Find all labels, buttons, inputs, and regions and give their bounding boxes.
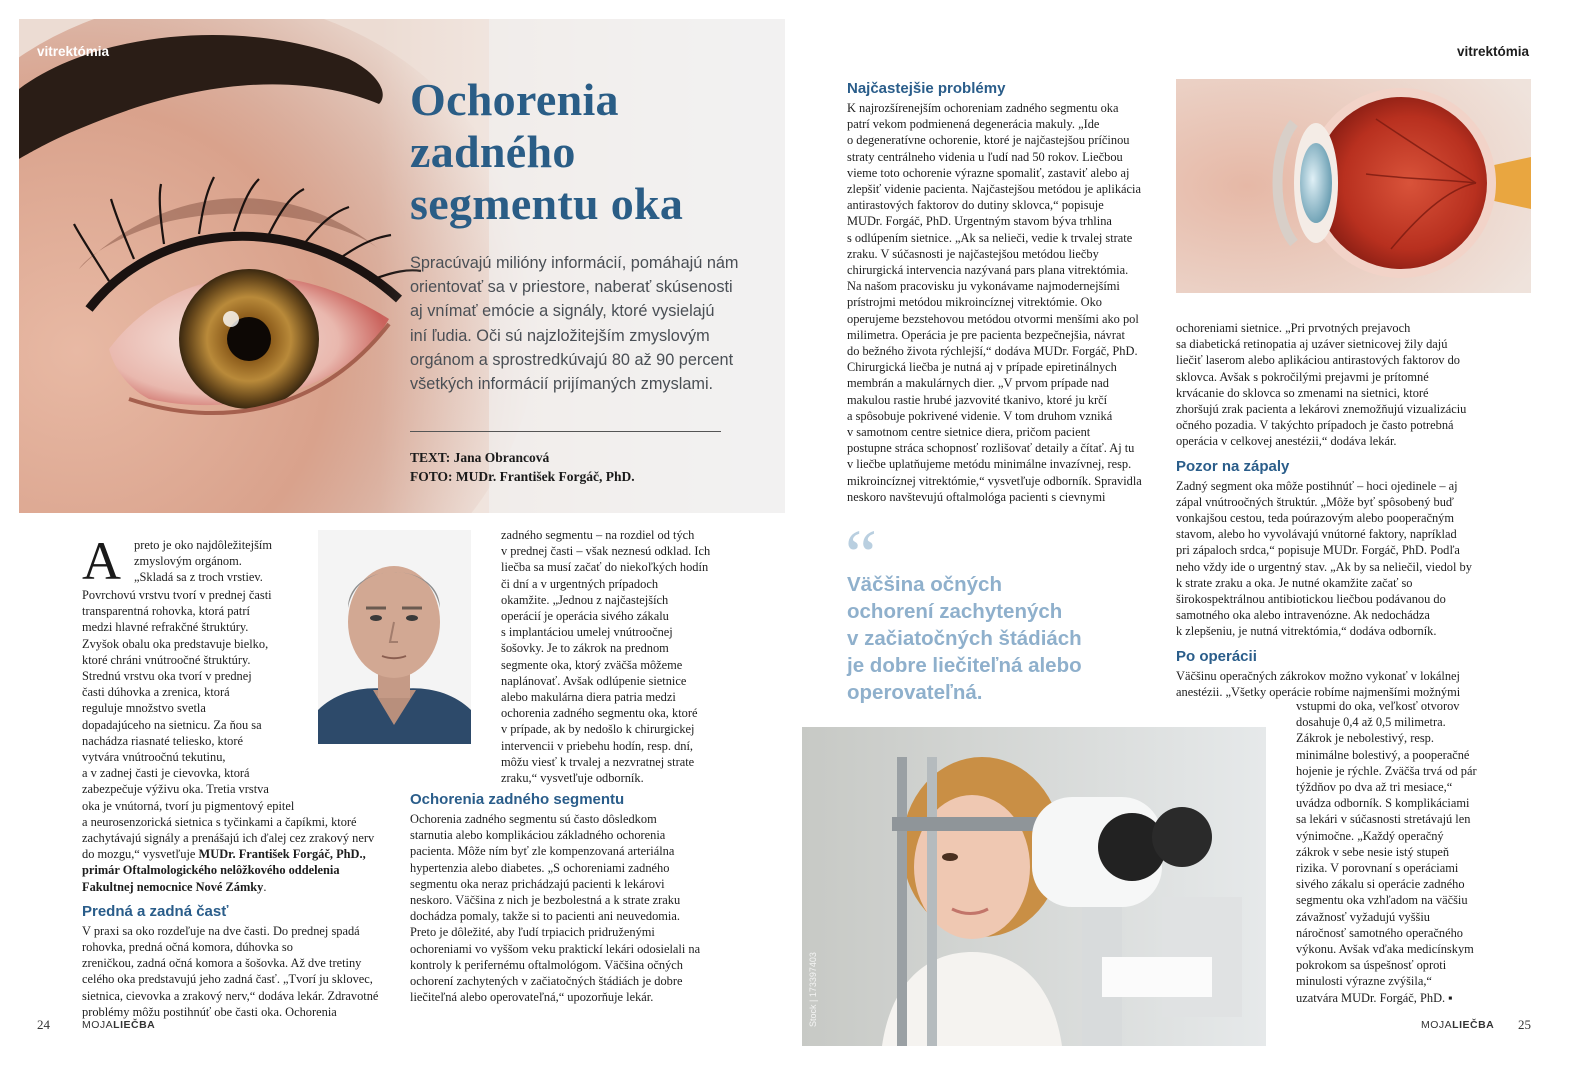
text-line: Ochorenia zadného segmentu sú často dôsledkom <box>410 812 657 826</box>
text-line: očného pozadia. V takýchto prípadoch je často potrebná <box>1176 418 1454 433</box>
text-line: Strednú vrstvu oka tvorí v prednej <box>82 669 252 684</box>
subhead-after-surgery: Po operácii <box>1176 647 1257 665</box>
text-line: pri zápaloch srdca,“ popisuje MUDr. Forgáč, PhD. Podľa <box>1176 543 1460 558</box>
text-line: Na našom pracovisku ju vykonávame najmodernejšími <box>847 279 1120 294</box>
text-line: ktoré chráni vnútroočné štruktúry. <box>82 652 251 667</box>
text-line: „Skladá sa z troch vrstiev. <box>134 570 263 585</box>
text-line: liečiť laserom alebo aplikáciou antirastových faktorov do <box>1176 353 1460 368</box>
text-line: rizika. V porovnaní s operáciami <box>1296 861 1459 876</box>
text-line: časti dúhovka a zrenica, ktorá <box>82 685 230 700</box>
text-line: problémy môžu postihnúť obe časti oka. Ochorenia <box>82 1004 337 1019</box>
text-line: k zlepšeniu, je nutná vitrektómia,“ dodáva odborník. <box>1176 624 1437 639</box>
column-3 <box>847 80 1167 505</box>
text-line: v prípade, ak by nedošlo k chirurgickej <box>501 722 695 737</box>
text-line: membrán a makulárnych dier. „V prvom prípade nad <box>847 376 1109 391</box>
text-line: makulou rastie hrubé jazvovité tkanivo, ktoré ju krčí <box>847 392 1108 407</box>
text-line <box>82 879 402 895</box>
text-line: minimálne bolestivý, a pooperačné <box>1296 747 1470 762</box>
doctor-name: MUDr. František Forgáč, PhD., <box>198 847 366 862</box>
text-line: zákrok v sebe nesie istý stupeň <box>1296 844 1450 859</box>
text-line: mikroincíznej vitrektómie,“ vysvetľuje odborník. Spravidla <box>847 473 1142 488</box>
text-line: kontroly k perifernému oftalmológom. Väčšina očných <box>410 957 683 972</box>
section-tag-right: vitrektómia <box>1457 44 1530 59</box>
title-line: zadného <box>410 126 576 177</box>
lead-line: všetkých informácií prijímaných zmyslami. <box>410 375 714 394</box>
lead-line: orgánom a sprostredkúvajú 80 až 90 percent <box>410 350 734 369</box>
text-line: Zvyšok obalu oka predstavuje bielko, <box>82 636 269 651</box>
text-line: ochoreniami vo vyššom veku praktickí lekári odosielali na <box>410 941 701 956</box>
text-line: Povrchovú vrstvu tvorí v prednej časti <box>82 588 272 602</box>
text-line: zápal vnútroočných štruktúr. „Môže byť spôsobený buď <box>1176 494 1454 509</box>
text-line: antirastových faktorov do dutiny sklovca,“ popisuje <box>847 198 1104 213</box>
text-line: šošovky. Je to zákrok na prednom <box>501 641 669 656</box>
text-line: Preto je dôležité, aby ľudí trpiacich pridruženými <box>410 925 655 940</box>
doctor-photo <box>318 530 471 744</box>
text-line: hojenie je rýchle. Zväčša trvá od pár <box>1296 763 1477 778</box>
credit-photo: FOTO: MUDr. František Forgáč, PhD. <box>410 469 635 484</box>
text-line: zadného segmentu – na rozdiel od tých <box>501 528 695 542</box>
text-line: okamžite. „Jednou z najčastejších <box>501 592 669 607</box>
text-line: ochorenia zadného segmentu oka, ktoré <box>501 706 698 721</box>
text-line: samotného oka alebo intravenózne. Ak nedochádza <box>1176 608 1430 623</box>
text-line: zachytávajú signály a prenášajú ich ďalej cez zrakový nerv <box>82 831 375 846</box>
text-line: celého oka predstavujú jeho zadná časť. „Tvorí ju sklovec, <box>82 972 373 987</box>
text-line: Väčšinu operačných zákrokov možno vykonať v lokálnej <box>1176 668 1460 683</box>
lead-line: aj vnímať emócie a signály, ktoré vysielajú <box>410 302 715 321</box>
brand-part-bold: LIEČBA <box>113 1019 156 1031</box>
text-line: nachádza riasnaté teliesko, ktoré <box>82 733 243 748</box>
pull-quote <box>847 571 1147 706</box>
text-line: výnimočne. „Každý operačný <box>1296 828 1444 843</box>
text-line: minulosti výrazne zvýšila,“ <box>1296 974 1432 989</box>
title-line: segmentu oka <box>410 178 684 229</box>
text-line: vieme toto ochorenie výrazne spomaliť, zastaviť alebo aj <box>847 165 1130 180</box>
text-line: zreničkou, zadná očná komora a šošovka. Až dve tretiny <box>82 956 362 971</box>
column-4-narrow <box>1296 698 1506 1006</box>
text-line: ochoreniami sietnice. „Pri prvotných prejavoch <box>1176 321 1411 335</box>
text-line: hypertenzia alebo diabetes. „S ochoreniami zadného <box>410 860 670 875</box>
text-line: v prednej časti – však neznesú odklad. Ich <box>501 544 711 559</box>
text-line: s implantáciou umelej vnútroočnej <box>501 625 673 640</box>
doctor-title: primár Oftalmologického nelôžkového oddelenia <box>82 863 340 878</box>
text-line: zraku. V súčasnosti je najčastejšou metódou liečby <box>847 246 1099 261</box>
text-line: patrí vekom podmienená degenerácia makuly. „Ide <box>847 117 1100 132</box>
text-line: či dní a v urgentných prípadoch <box>501 576 659 591</box>
text-line: zraku,“ vysvetľuje odborník. <box>501 771 644 786</box>
lead-line: Spracúvajú milióny informácií, pomáhajú nám <box>410 254 739 272</box>
text-line: vstupmi do oka, veľkosť otvorov <box>1296 699 1460 713</box>
text-line: operácií je operácia sivého zákalu <box>501 609 669 624</box>
quote-line: v začiatočných štádiách <box>847 627 1082 650</box>
text-line: výkonu. Avšak vďaka medicínskym <box>1296 942 1474 957</box>
text-span: . <box>263 879 267 894</box>
title-line: Ochorenia <box>410 74 619 125</box>
section-posterior <box>410 791 740 1005</box>
text-line: neskoro. Väčšina z nich je bezbolestná a k strate zraku <box>410 893 681 908</box>
credits <box>410 448 635 486</box>
dropcap: A <box>82 531 121 591</box>
text-line: náročnosť samotného operačného <box>1296 925 1464 940</box>
photo-credit: Stock | 173397403 <box>808 952 818 1027</box>
text-line: segmente oka, ktorý zväčša môžeme <box>501 657 683 672</box>
text-line <box>82 846 402 862</box>
brand-part: MOJA <box>82 1019 114 1031</box>
text-line: širokospektrálnou antibiotickou liečbou podávanou do <box>1176 592 1446 607</box>
text-line: uvádza odborník. S komplikáciami <box>1296 796 1470 811</box>
page-number-right: 25 <box>1518 1017 1531 1032</box>
quote-line: je dobre liečiteľná alebo <box>847 654 1082 677</box>
text-line: vytvára vnútroočnú tekutinu, <box>82 750 226 765</box>
section-tag: vitrektómia <box>37 44 110 59</box>
brand-part-bold: LIEČBA <box>1452 1019 1495 1031</box>
text-line: V praxi sa oko rozdeľuje na dve časti. Do prednej spadá <box>82 923 360 938</box>
text-line: prístrojmi metódou mikroincíznej vitrektómie. Oko <box>847 295 1102 310</box>
text-line: Zadný segment oka môže postihnúť – hoci ojedinele – aj <box>1176 478 1458 493</box>
text-line: pacienta. Môže ním byť zle kompenzovaná arteriálna <box>410 844 675 859</box>
text-line: medzi hlavné refrakčné štruktúry. <box>82 620 249 635</box>
text-line: zlepšiť videnie pacienta. Najčastejšou metódou je aplikácia <box>847 182 1141 197</box>
text-line: K najrozšírenejším ochoreniam zadného segmentu oka <box>847 101 1119 115</box>
text-line: MUDr. Forgáč, PhD. Urgentným stavom býva trhlina <box>847 214 1112 229</box>
text-line: závažnosť vyžadujú vyššiu <box>1296 909 1430 924</box>
text-line: anestézii. „Všetky operácie robíme najmenšími možnými <box>1176 684 1461 699</box>
text-line: intervencii v priebehu hodín, resp. dní, <box>501 738 694 753</box>
text-line: dosahuje 0,4 až 0,5 milimetra. <box>1296 715 1446 730</box>
doctor-hospital: Fakultnej nemocnice Nové Zámky <box>82 879 264 894</box>
credit-text: TEXT: Jana Obrancová <box>410 450 550 465</box>
text-line: týždňov po dva až tri mesiace,“ <box>1296 780 1453 795</box>
divider <box>410 431 721 432</box>
text-line: sietnica, cievovka a zrakový nerv,“ dodáva lekár. Zdravotné <box>82 988 379 1003</box>
text-line: milimetra. Operácia je pre pacienta bezpečnejšia, návrat <box>847 327 1125 342</box>
subhead-front-back: Predná a zadná časť <box>82 902 229 920</box>
eye-anatomy-image <box>1176 79 1531 293</box>
text-line: chirurgická intervencia nazývaná pars plana vitrektómia. <box>847 263 1129 278</box>
text-line: a spôsobuje pokrivené videnie. V tom druhom vzniká <box>847 408 1113 423</box>
text-line: dochádza pomaly, takže si to pacienti ani neuvedomia. <box>410 909 680 924</box>
lead-paragraph <box>410 251 770 396</box>
text-line: zabezpečuje výživu oka. Tretia vrstva <box>82 782 269 797</box>
text-line: oka je vnútorná, tvorí ju pigmentový epitel <box>82 798 295 813</box>
text-line: operácia v celkovej anestézii,“ dodáva lekár. <box>1176 434 1397 449</box>
text-line: neho vždy ide o urgentný stav. „Ak by sa neliečil, viedol by <box>1176 559 1472 574</box>
slit-lamp-exam-illustration <box>802 727 1266 1046</box>
text-line: v liečbe uplatňujeme metódu minimálne invazívnej, resp. <box>847 457 1132 472</box>
text-line: pokrokom sa úspešnosť oproti <box>1296 958 1447 973</box>
text-line: Zákrok je nebolestivý, resp. <box>1296 731 1434 746</box>
text-line: reguluje množstvo svetla <box>82 701 206 716</box>
text-line: sa lekári v súčasnosti stretávajú len <box>1296 812 1471 827</box>
subhead-posterior: Ochorenia zadného segmentu <box>410 791 625 808</box>
text-line: segmentu oka neraz prichádzajú pacienti k lekárovi <box>410 876 665 891</box>
column-4 <box>1176 320 1506 700</box>
quote-line: Väčšina očných <box>847 573 1002 596</box>
doctor-portrait <box>318 530 471 744</box>
text-line: sa diabetická retinopatia aj uzáver sietnicovej žily dajú <box>1176 337 1448 352</box>
patient-exam-photo <box>802 727 1266 1046</box>
text-line: môžu viesť k trvalej a nezvratnej strate <box>501 754 695 769</box>
subhead-inflammation: Pozor na zápaly <box>1176 457 1290 475</box>
text-line: vonkajšou cestou, teda poúrazovým alebo pooperačným <box>1176 511 1455 526</box>
quote-mark-icon: “ <box>845 515 877 595</box>
lead-line: iní ľudia. Oči sú najzložitejším zmyslovým <box>410 326 710 345</box>
text-line: rohovka, predná očná komora, dúhovka so <box>82 940 293 955</box>
subhead-problems: Najčastejšie problémy <box>847 80 1006 97</box>
text-line: sklovca. Avšak s pokročilými prejavmi je prítomné <box>1176 369 1429 384</box>
quote-line: ochorení zachytených <box>847 600 1063 623</box>
column-2 <box>501 527 731 786</box>
text-line: naplánovať. Avšak odlúpenie sietnice <box>501 673 687 688</box>
page-number-left: 24 <box>37 1017 50 1032</box>
text-line: alebo makulárna diera patria medzi <box>501 690 676 705</box>
text-span: do mozgu,“ vysvetľuje <box>82 847 196 862</box>
text-line: liečba sa musí začať do niekoľkých hodín <box>501 560 709 575</box>
text-line: zmyslovým orgánom. <box>134 554 242 569</box>
text-line: zhoršujú zrak pacienta a lekárovi znemožňujú vizualizáciu <box>1176 402 1467 417</box>
text-line: straty centrálneho videnia u ľudí nad 50 rokov. Liečbou <box>847 149 1123 164</box>
text-line: postupne stráca schopnosť rozlišovať detaily a čítať. Aj tu <box>847 441 1135 456</box>
text-line: segmentu oka vzhľadom na väčšiu <box>1296 893 1468 908</box>
brand-part: MOJA <box>1421 1019 1453 1031</box>
text-line: dopadajúceho na sietnicu. Za ňou sa <box>82 717 262 732</box>
lead-line: orientovať sa v priestore, naberať skúsenosti <box>410 278 733 297</box>
text-line: neskoro navštevujú oftalmológa pacienti s cievnymi <box>847 489 1106 504</box>
eye-anatomy-illustration <box>1176 79 1531 293</box>
text-line: do bežného života rýchlejší,“ dodáva MUDr. Forgáč, PhD. <box>847 344 1138 359</box>
text-line: o degeneratívne ochorenie, ktoré je najčastejšou príčinou <box>847 133 1130 148</box>
text-line: krvácanie do sklovca so zmenami na sietnici, ktoré <box>1176 385 1429 400</box>
text-line: liečiteľná alebo operovateľná,“ upozorňuje lekár. <box>410 990 654 1005</box>
text-line: v samotnom centre sietnice diera, pričom pacient <box>847 425 1091 440</box>
text-line: transparentná rohovka, ktorá patrí <box>82 604 250 619</box>
text-line: uzatvára MUDr. Forgáč, PhD. ▪ <box>1296 990 1453 1005</box>
article-title <box>410 74 770 230</box>
text-line: a neurosenzorická sietnica s tyčinkami a čapíkmi, ktoré <box>82 814 357 829</box>
magazine-brand-left <box>82 1019 155 1031</box>
text-line: s odlúpením sietnice. „Ak sa nelieči, vedie k trvalej strate <box>847 230 1133 245</box>
text-line: Chirurgická liečba je nutná aj v prípade epiretinálnych <box>847 360 1117 375</box>
text-line: k strate zraku a oka. Je nutné okamžite začať so <box>1176 575 1413 590</box>
text-line: preto je oko najdôležitejším <box>134 538 272 552</box>
text-line: operujeme bezstehovou metódou otvormi menšími ako pol <box>847 311 1139 326</box>
quote-line: operovateľná. <box>847 681 983 704</box>
text-line: sivého zákalu si operácie zadného <box>1296 877 1465 892</box>
text-line: stavom, alebo ho vyvolávajú vnútorné faktory, napríklad <box>1176 527 1457 542</box>
text-line: a v zadnej časti je cievovka, ktorá <box>82 766 250 781</box>
magazine-brand-right <box>1421 1019 1494 1031</box>
text-line: starnutia alebo komplikáciou základného ochorenia <box>410 828 666 843</box>
text-line: ochorení zachytených v začiatočných štádiách je dobre <box>410 974 683 989</box>
